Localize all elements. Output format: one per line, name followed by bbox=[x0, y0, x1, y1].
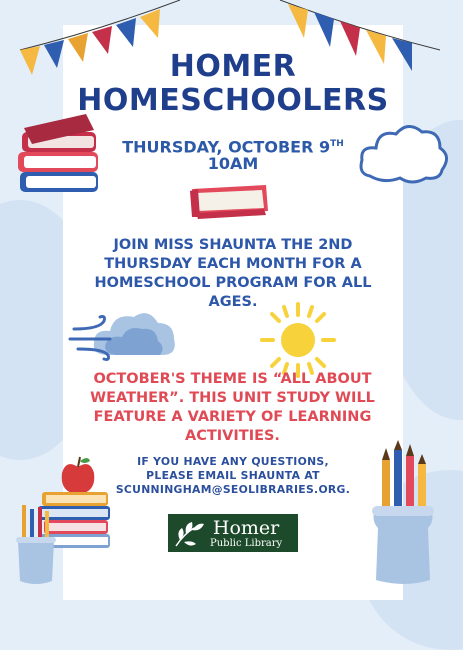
poster-title bbox=[63, 50, 403, 118]
event-time: 10AM bbox=[207, 154, 259, 173]
apple-icon bbox=[58, 455, 98, 497]
contact-email[interactable]: SCUNNINGHAM@SEOLIBRARIES.ORG. bbox=[115, 483, 351, 496]
library-logo bbox=[168, 514, 298, 552]
sun-icon bbox=[258, 300, 338, 380]
theme-description: OCTOBER'S THEME IS “ALL ABOUT WEATHER”. THIS UNIT STUDY WILL FEATURE A VARIETY OF LEARNING ACTIVITIES. bbox=[90, 371, 375, 444]
date-suffix: TH bbox=[330, 139, 344, 149]
logo-subtitle: Public Library bbox=[210, 537, 283, 549]
pencil-jar-icon bbox=[14, 505, 58, 585]
contact-line-2: PLEASE EMAIL SHAUNTA AT bbox=[146, 469, 320, 482]
book-icon bbox=[188, 183, 272, 219]
contact-line-1: IF YOU HAVE ANY QUESTIONS, bbox=[137, 455, 329, 468]
program-description: JOIN MISS SHAUNTA THE 2ND THURSDAY EACH MONTH FOR A HOMESCHOOL PROGRAM FOR ALL AGES. bbox=[94, 237, 372, 310]
title-line-1: HOMER bbox=[169, 49, 297, 84]
contact-info bbox=[63, 455, 403, 497]
title-line-2: HOMESCHOOLERS bbox=[77, 83, 389, 118]
logo-name: Homer bbox=[212, 516, 280, 539]
pencil-jar-icon bbox=[368, 440, 438, 585]
date-text: THURSDAY, OCTOBER 9 bbox=[122, 137, 331, 157]
leaf-logo-icon bbox=[172, 516, 206, 550]
wind-cloud-icon bbox=[70, 305, 180, 365]
